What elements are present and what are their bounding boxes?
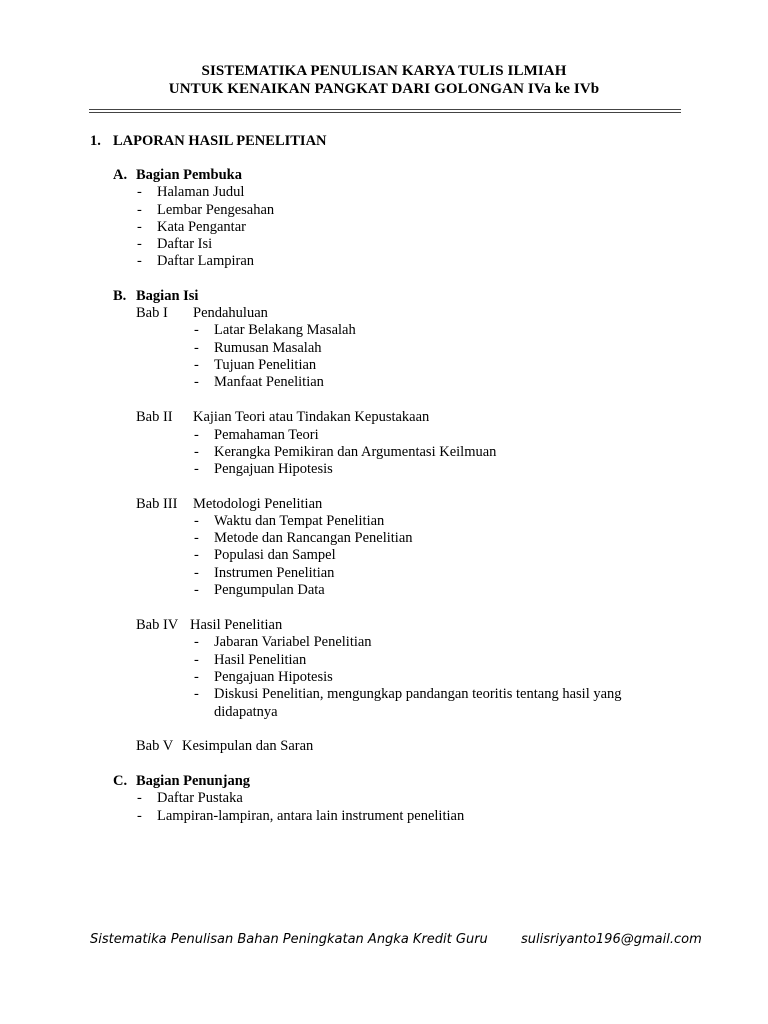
list-item: Rumusan Masalah [214, 340, 322, 356]
list-item: Pengumpulan Data [214, 582, 325, 598]
list-item: Halaman Judul [157, 184, 245, 200]
list-bullet: - [194, 444, 199, 460]
list-item: Daftar Lampiran [157, 253, 255, 269]
list-item: Daftar Isi [157, 236, 213, 252]
chapter-label: Bab V [136, 738, 174, 754]
part-b-letter: B. [113, 288, 127, 304]
list-item: Tujuan Penelitian [214, 357, 317, 373]
list-bullet: - [194, 357, 199, 373]
list-item: Populasi dan Sampel [214, 547, 336, 563]
part-c-title: Bagian Penunjang [136, 773, 251, 789]
list-bullet: - [137, 236, 142, 252]
list-item: Pemahaman Teori [214, 427, 319, 443]
list-bullet: - [194, 669, 199, 685]
list-bullet: - [194, 427, 199, 443]
title-line-2: UNTUK KENAIKAN PANGKAT DARI GOLONGAN IVa ke IVb [168, 81, 600, 97]
list-bullet: - [194, 652, 199, 668]
list-bullet: - [137, 219, 142, 235]
part-a-letter: A. [113, 167, 128, 183]
list-bullet: - [194, 634, 199, 650]
chapter-label: Bab I [136, 305, 168, 321]
list-item: Diskusi Penelitian, mengungkap pandangan teoritis tentang hasil yang [214, 686, 622, 702]
chapter-title: Metodologi Penelitian [193, 496, 323, 512]
list-bullet: - [137, 253, 142, 269]
list-item: Hasil Penelitian [214, 652, 307, 668]
list-bullet: - [194, 565, 199, 581]
list-item: Metode dan Rancangan Penelitian [214, 530, 413, 546]
list-bullet: - [194, 530, 199, 546]
list-item: Jabaran Variabel Penelitian [214, 634, 372, 650]
list-bullet: - [194, 322, 199, 338]
header-divider [89, 109, 681, 113]
chapter-label: Bab III [136, 496, 178, 512]
list-item: Kerangka Pemikiran dan Argumentasi Keilmuan [214, 444, 497, 460]
chapter-label: Bab IV [136, 617, 179, 633]
list-bullet: - [194, 513, 199, 529]
list-item: Pengajuan Hipotesis [214, 461, 333, 477]
list-bullet: - [137, 790, 142, 806]
list-item: Kata Pengantar [157, 219, 246, 235]
section-number: 1. [90, 133, 101, 149]
list-bullet: - [194, 374, 199, 390]
list-item: Manfaat Penelitian [214, 374, 324, 390]
list-item: Pengajuan Hipotesis [214, 669, 333, 685]
list-bullet: - [194, 686, 199, 702]
chapter-title: Kesimpulan dan Saran [182, 738, 314, 754]
list-bullet: - [194, 547, 199, 563]
list-item: Latar Belakang Masalah [214, 322, 356, 338]
part-b-title: Bagian Isi [136, 288, 199, 304]
list-bullet: - [194, 461, 199, 477]
part-a-title: Bagian Pembuka [136, 167, 242, 183]
list-item: Daftar Pustaka [157, 790, 243, 806]
list-item: Lampiran-lampiran, antara lain instrument penelitian [157, 808, 465, 824]
chapter-title: Hasil Penelitian [190, 617, 283, 633]
list-item: Waktu dan Tempat Penelitian [214, 513, 385, 529]
part-c-letter: C. [113, 773, 128, 789]
list-item: Lembar Pengesahan [157, 202, 275, 218]
section-title: LAPORAN HASIL PENELITIAN [113, 133, 327, 149]
footer-left: Sistematika Penulisan Bahan Peningkatan Angka Kredit Guru [90, 932, 488, 947]
list-bullet: - [137, 184, 142, 200]
list-bullet: - [194, 582, 199, 598]
list-bullet: - [194, 340, 199, 356]
chapter-title: Kajian Teori atau Tindakan Kepustakaan [193, 409, 430, 425]
footer-email: sulisriyanto196@gmail.com [521, 932, 702, 947]
title-line-1: SISTEMATIKA PENULISAN KARYA TULIS ILMIAH [201, 63, 567, 79]
list-bullet: - [137, 808, 142, 824]
chapter-label: Bab II [136, 409, 173, 425]
list-bullet: - [137, 202, 142, 218]
list-item: Instrumen Penelitian [214, 565, 335, 581]
chapter-title: Pendahuluan [193, 305, 268, 321]
list-item-continuation: didapatnya [214, 704, 278, 720]
